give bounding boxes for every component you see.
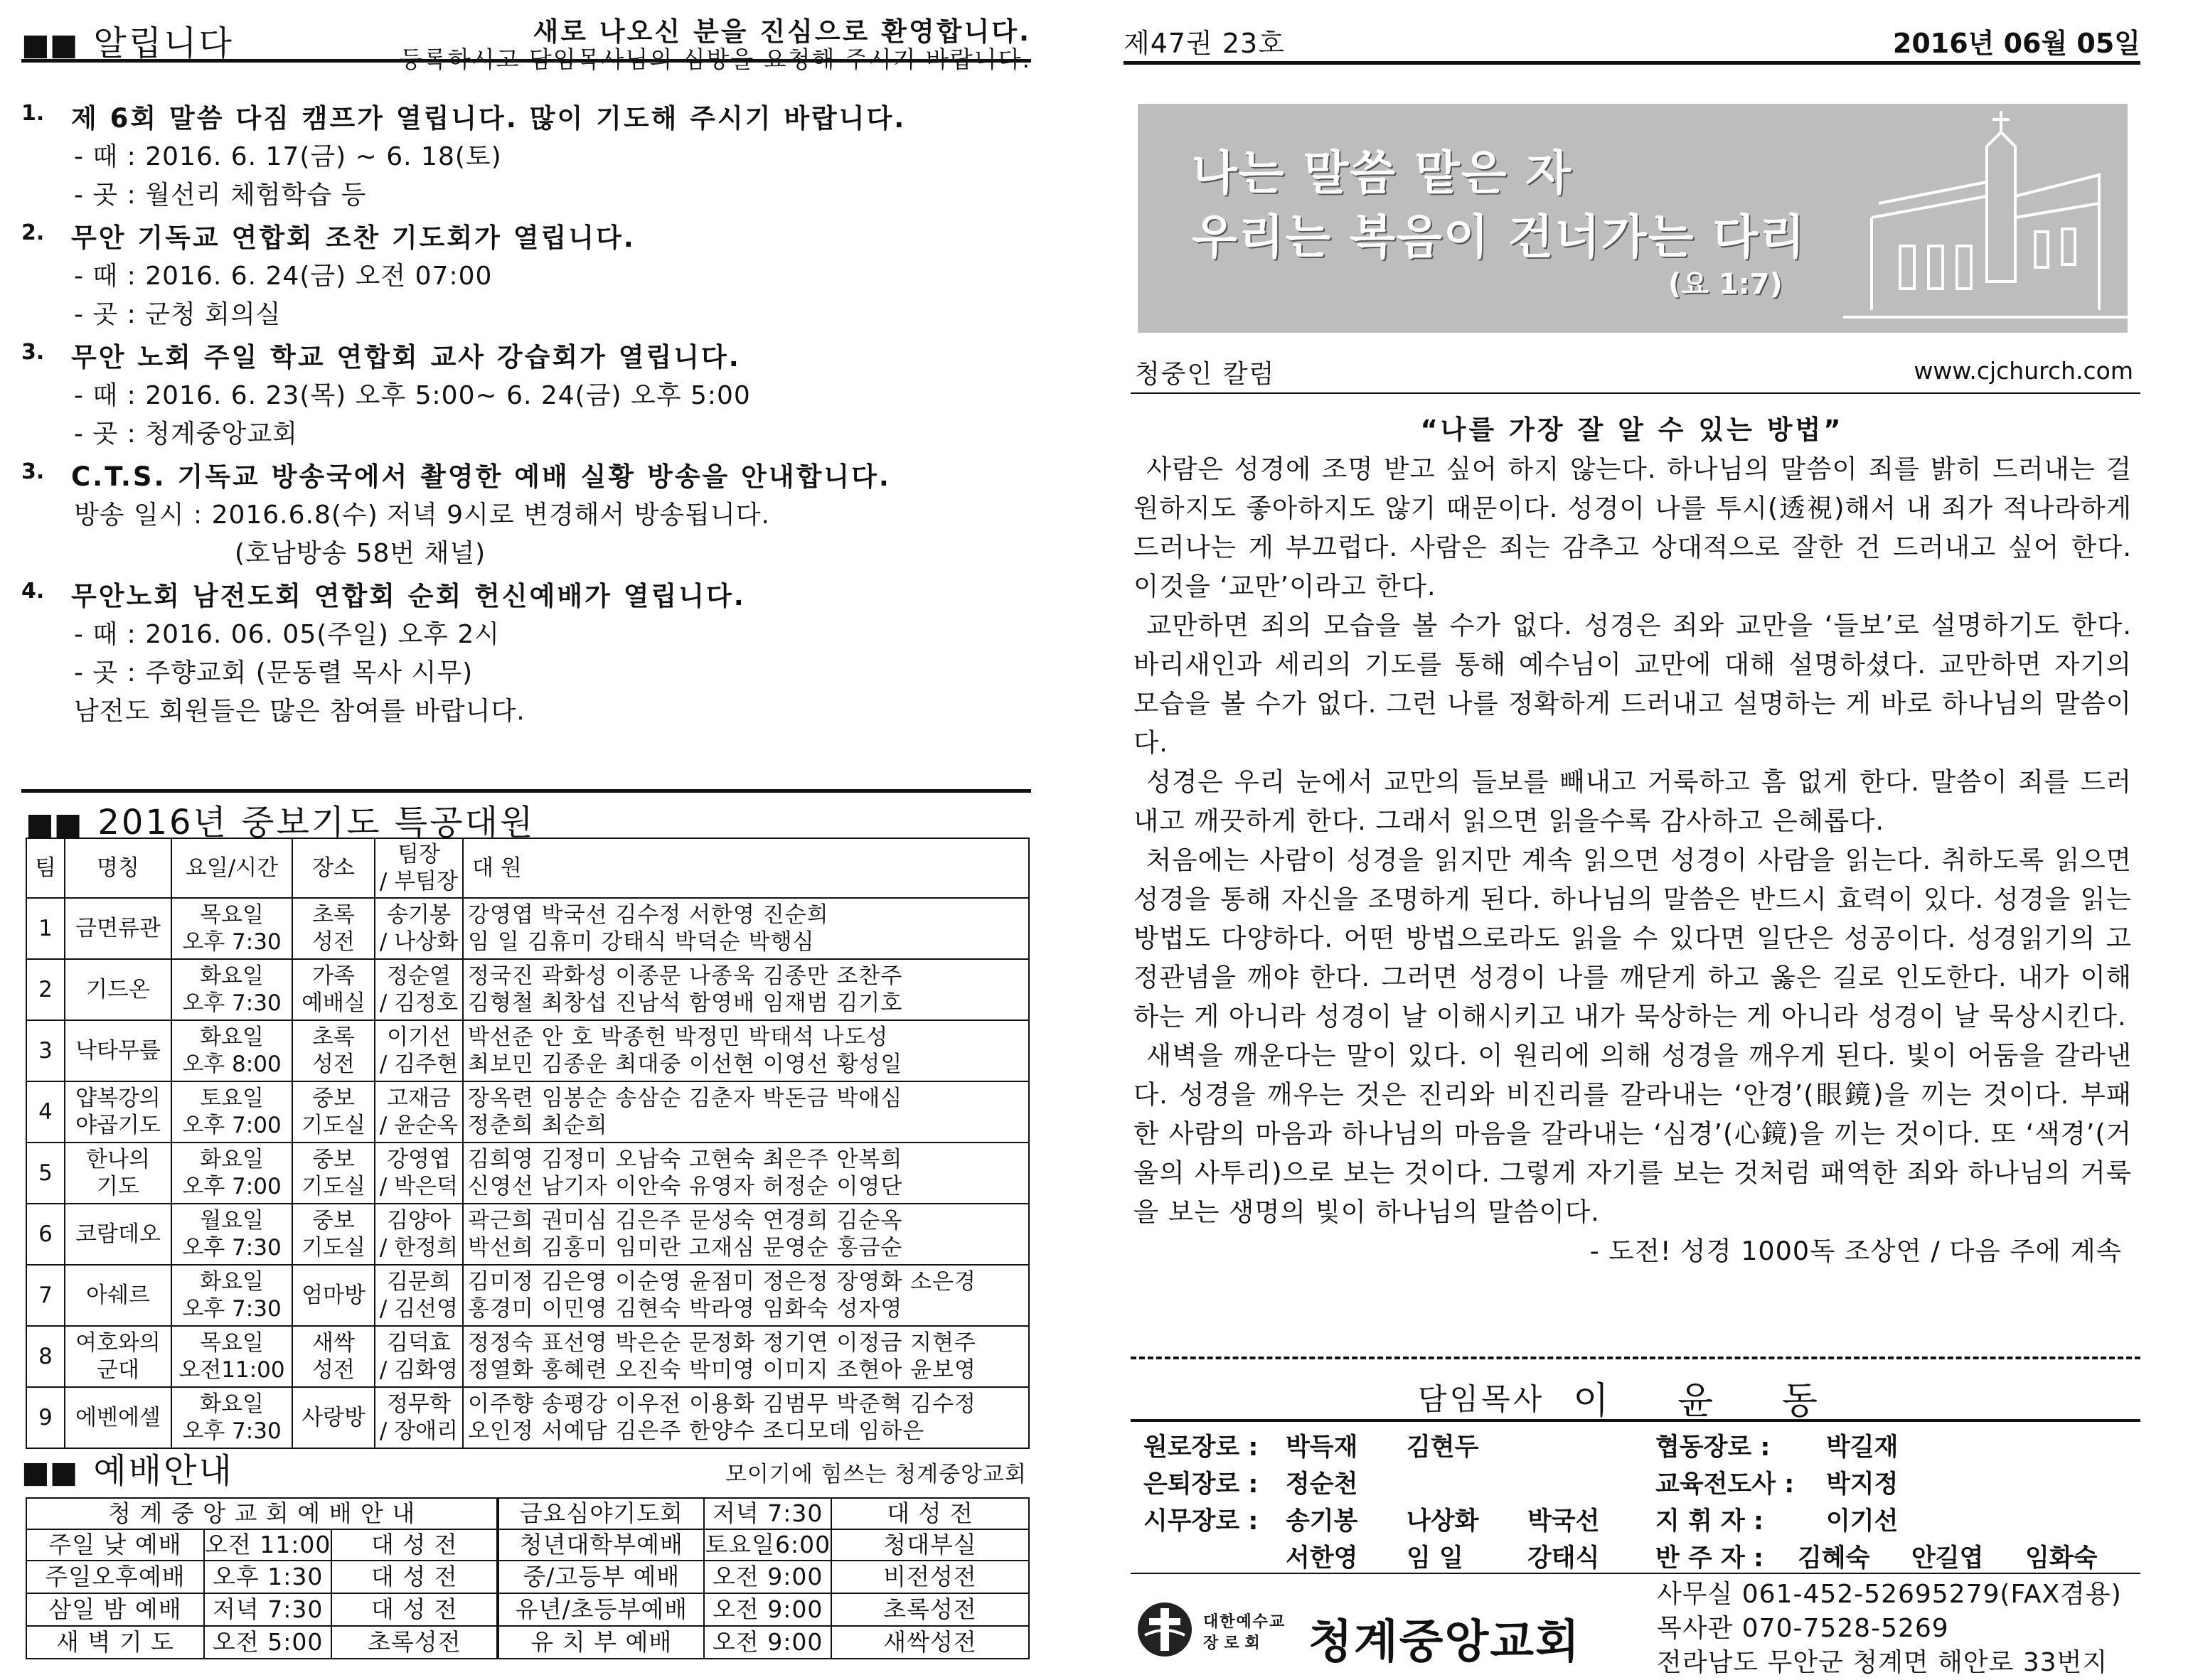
welcome-line-1: 새로 나오신 분을 진심으로 환영합니다.	[533, 16, 1031, 47]
cell-line: 에벤에셀	[75, 1405, 161, 1430]
col-header-leader	[375, 838, 463, 898]
banner-line-2: 우리는 복음이 건너가는 다리	[1192, 210, 1807, 264]
elder-name: 강태식	[1527, 1544, 1600, 1573]
team-members-cell	[463, 1387, 1029, 1448]
office-phone: 사무실 061-452-52695279(FAX겸용)	[1657, 1580, 2122, 1609]
worship-schedule-table	[26, 1497, 1030, 1659]
column-paragraph: 교만하면 죄의 모습을 볼 수가 없다. 성경은 죄와 교만을 ‘들보’로 설명하기도 한다. 바리새인과 세리의 기도를 통해 예수님이 교만에 대해 설명하셨다. 교만하면 자기의 모습을 볼 수가 없다. 그런 나를 정확하게 드러내고 설명하는 게 바로 하나님의 말씀이다.	[1133, 610, 2132, 758]
cell-line: 박선희 김홍미 임미란 고재심 문영순 홍금순	[468, 1235, 903, 1261]
staff-row-edu	[1655, 1466, 1898, 1503]
notice-title-text: 알립니다	[93, 23, 234, 63]
section-marker-icon: ■■	[26, 806, 82, 841]
church-emblem-icon	[1135, 1600, 1195, 1659]
table-row	[26, 1593, 1029, 1626]
notice-number: 4.	[21, 579, 45, 604]
worship-cell: 저녁 7:30	[204, 1593, 331, 1626]
team-name-cell	[65, 1081, 171, 1143]
cell-line: 정무학	[387, 1391, 451, 1417]
team-place-cell	[292, 1204, 375, 1265]
worship-cell: 오후 1:30	[204, 1561, 331, 1593]
team-leader-cell	[375, 1204, 463, 1265]
notice-number: 3.	[21, 459, 45, 484]
issue-date: 2016년 06월 05일	[1892, 28, 2140, 59]
divider	[1131, 1419, 2140, 1422]
cell-line: 기드온	[86, 977, 150, 1002]
divider	[1131, 1357, 2140, 1359]
cell-line: 얍복강의	[75, 1086, 161, 1111]
team-name-cell	[65, 1387, 171, 1448]
elder-row-honorary	[1143, 1429, 1527, 1466]
cell-line: 기도실	[302, 1235, 366, 1261]
cell-line: 아쉐르	[86, 1283, 150, 1308]
cell-line: 월요일	[200, 1208, 264, 1234]
cell-line: 중보	[312, 1147, 355, 1172]
staff-name: 이기선	[1826, 1507, 1899, 1536]
staff-name: 박지정	[1826, 1470, 1899, 1499]
section-marker-icon: ■■	[21, 1455, 78, 1489]
worship-cell: 오전 9:00	[704, 1626, 831, 1659]
cell-line: / 한정희	[379, 1235, 459, 1261]
cell-line: 기도	[97, 1174, 139, 1199]
cell-line: 송기봉	[387, 902, 451, 928]
team-members-cell	[463, 1081, 1029, 1143]
cell-line: / 박은덕	[379, 1174, 459, 1199]
worship-cell: 새 벽 기 도	[26, 1626, 204, 1659]
staff-name: 임화숙	[2025, 1544, 2098, 1573]
team-leader-cell	[375, 1020, 463, 1081]
prayer-team-table	[26, 838, 1030, 1449]
worship-cell: 대 성 전	[331, 1593, 498, 1626]
team-time-cell	[171, 1081, 292, 1143]
worship-cell: 주일오후예배	[26, 1561, 204, 1593]
left-column	[21, 0, 1031, 1680]
worship-cell: 주일 낮 예배	[26, 1529, 204, 1561]
cell-line: 성전	[312, 929, 355, 955]
cell-line: 강영엽 박국선 김수정 서한영 진순희	[468, 902, 829, 928]
notice-item	[21, 219, 1031, 334]
column-body	[1133, 449, 2132, 1270]
church-website: www.cjchurch.com	[1914, 357, 2133, 385]
elder-name: 송기봉	[1286, 1507, 1358, 1536]
team-place-cell	[292, 1081, 375, 1143]
cell-line: 오인정 서예담 김은주 한양수 조디모데 임하은	[468, 1418, 925, 1444]
worship-cell: 비전성전	[831, 1561, 1029, 1593]
column-paragraph: 처음에는 사람이 성경을 읽지만 계속 읽으면 성경이 사람을 읽는다. 취하도록 읽으면 성경을 통해 자신을 조명하게 된다. 하나님의 말씀은 반드시 효력이 있다. 성경을 읽는 방법도 다양하다. 어떤 방법으로라도 읽을 수 있다면 일단은 성공이다. 성경읽기의 고정관념을 깨야 한다. 그러면 성경이 나를 깨닫게 하고 옳은 길로 인도한다. 내가 이해하는 게 아니라 성경이 날 이해시키고 내가 묵상하는 게 아니라 성경이 날 묵상시킨다.	[1133, 845, 2132, 1032]
team-members-cell	[463, 1204, 1029, 1265]
team-name-cell	[65, 1204, 171, 1265]
worship-cell: 대 성 전	[331, 1561, 498, 1593]
team-time-cell	[171, 1326, 292, 1387]
notice-item	[21, 577, 1031, 731]
team-place-cell	[292, 898, 375, 959]
banner-reference: (요 1:7)	[1668, 268, 1783, 301]
worship-cell: 새싹성전	[831, 1626, 1029, 1659]
cell-line: 최보민 김종운 최대중 이선현 이영선 황성일	[468, 1052, 903, 1077]
team-leader-cell	[375, 1387, 463, 1448]
team-time-cell	[171, 959, 292, 1020]
team-members-cell	[463, 898, 1029, 959]
worship-cell: 오전 9:00	[704, 1593, 831, 1626]
team-place-cell	[292, 1143, 375, 1204]
worship-cell: 초록성전	[331, 1626, 498, 1659]
notice-item-title: 제 6회 말씀 다짐 캠프가 열립니다. 많이 기도해 주시기 바랍니다.	[71, 103, 907, 134]
notice-number: 1.	[21, 101, 45, 126]
cell-line: 목요일	[200, 902, 264, 928]
team-number-cell: 5	[26, 1143, 65, 1204]
cell-line: / 장애리	[379, 1418, 459, 1444]
team-members-cell	[463, 1326, 1029, 1387]
elder-name: 서한영	[1286, 1544, 1358, 1573]
issue-number: 제47권 23호	[1124, 28, 1285, 59]
worship-cell: 토요일6:00	[704, 1529, 831, 1561]
cell-line: 기도실	[302, 1174, 366, 1199]
team-place-cell	[292, 1387, 375, 1448]
cell-line: 한나의	[86, 1147, 150, 1172]
team-name-cell	[65, 1326, 171, 1387]
worship-cell: 중/고등부 예배	[498, 1561, 704, 1593]
worship-cell: 오전 5:00	[204, 1626, 331, 1659]
col-header-time: 요일/시간	[171, 838, 292, 898]
worship-cell: 대 성 전	[331, 1529, 498, 1561]
cell-line: 홍경미 이민영 김현숙 박라영 임화숙 성자영	[468, 1296, 903, 1322]
notice-item-title: 무안 기독교 연합회 조찬 기도회가 열립니다.	[71, 223, 636, 253]
column-title: “나를 가장 잘 알 수 있는 방법”	[1420, 414, 1844, 445]
cell-line: 성전	[312, 1357, 355, 1383]
table-row	[26, 1081, 1029, 1143]
cell-line: 화요일	[200, 1269, 264, 1295]
cell-line: 장옥련 임봉순 송삼순 김춘자 박돈금 박애심	[468, 1086, 903, 1111]
team-leader-cell	[375, 959, 463, 1020]
notice-detail: 남전도 회원들은 많은 참여를 바랍니다.	[74, 697, 525, 726]
theme-banner	[1138, 104, 2128, 333]
column-paragraph: 사람은 성경에 조명 받고 싶어 하지 않는다. 하나님의 말씀이 죄를 밝히 드러내는 걸 원하지도 좋아하지도 않기 때문이다. 성경이 나를 투시(透視)해서 내 죄가 적나라하게 드러나는 게 부끄럽다. 사람은 죄는 감추고 상대적으로 잘한 건 드러내고 싶어 한다. 이것을 ‘교만’이라고 한다.	[1133, 454, 2132, 601]
elder-name: 박국선	[1527, 1507, 1600, 1536]
table-row	[26, 959, 1029, 1020]
column-signature: - 도전! 성경 1000독 조상연 / 다음 주에 계속	[1589, 1236, 2122, 1266]
team-place-cell	[292, 1265, 375, 1326]
notice-list	[21, 100, 1031, 735]
worship-cell: 청년대학부예배	[498, 1529, 704, 1561]
cell-line: / 나상화	[379, 929, 459, 955]
team-members-cell	[463, 1020, 1029, 1081]
cell-line: 금면류관	[75, 916, 161, 941]
welcome-line-2: 등록하시고 담임목사님의 심방을 요청해 주시기 바랍니다.	[399, 46, 1031, 73]
team-number-cell: 4	[26, 1081, 65, 1143]
cell-line: / 김선영	[379, 1296, 459, 1322]
elder-row-retired	[1143, 1466, 1407, 1503]
team-time-cell	[171, 1143, 292, 1204]
cell-line: 여호와의	[75, 1330, 161, 1356]
pastor-name: 이 윤 동	[1573, 1380, 1847, 1423]
cell-line: 오후 7:00	[182, 1174, 282, 1199]
denomination-line-1: 대한예수교	[1203, 1613, 1286, 1631]
worship-cell: 금요심야기도회	[498, 1498, 704, 1529]
notice-detail: (호남방송 58번 채널)	[235, 539, 486, 568]
cell-line: 오후 7:30	[182, 990, 282, 1016]
cell-line: 야곱기도	[75, 1113, 161, 1138]
cell-line: 김덕효	[387, 1330, 451, 1356]
prayer-title-text: 2016년 중보기도 특공대원	[97, 803, 535, 842]
notice-detail: - 곳 : 월선리 체험학습 등	[74, 181, 367, 210]
team-name-cell	[65, 1143, 171, 1204]
elder-row-coop	[1655, 1429, 1898, 1466]
header-line: 팀장	[397, 842, 440, 867]
divider	[1124, 61, 2140, 65]
table-header-row	[26, 1498, 1029, 1529]
elder-label: 시무장로 :	[1143, 1507, 1259, 1536]
team-time-cell	[171, 1204, 292, 1265]
team-time-cell	[171, 1265, 292, 1326]
cell-line: 화요일	[200, 1024, 264, 1050]
team-leader-cell	[375, 1081, 463, 1143]
team-time-cell	[171, 1387, 292, 1448]
team-place-cell	[292, 959, 375, 1020]
table-row	[26, 1561, 1029, 1593]
cell-line: 박선준 안 호 박종헌 박정민 박태석 나도성	[468, 1024, 889, 1050]
cell-line: 예배실	[302, 990, 366, 1016]
notice-number: 3.	[21, 340, 45, 365]
cell-line: / 윤순옥	[379, 1113, 459, 1138]
elder-name: 김현두	[1407, 1433, 1479, 1462]
notice-detail: 방송 일시 : 2016.6.8(수) 저녁 9시로 변경해서 방송됩니다.	[74, 501, 770, 530]
notice-item	[21, 100, 1031, 215]
notice-item-title: 무안 노회 주일 학교 연합회 교사 강습회가 열립니다.	[71, 342, 741, 373]
manse-phone: 목사관 070-7528-5269	[1657, 1614, 1949, 1643]
church-address: 전라남도 무안군 청계면 해안로 33번지	[1657, 1648, 2108, 1677]
table-row	[26, 1326, 1029, 1387]
notice-item-title: C.T.S. 기독교 방송국에서 촬영한 예배 실황 방송을 안내합니다.	[71, 461, 891, 492]
worship-title	[21, 1443, 234, 1492]
cell-line: 가족	[312, 963, 355, 989]
notice-detail: - 곳 : 청계중앙교회	[74, 419, 298, 449]
table-row	[26, 1387, 1029, 1448]
notice-header	[21, 13, 1031, 73]
table-row	[26, 1529, 1029, 1561]
table-row	[26, 1626, 1029, 1659]
team-name-cell	[65, 898, 171, 959]
team-place-cell	[292, 1326, 375, 1387]
worship-cell: 대 성 전	[831, 1498, 1029, 1529]
worship-left-header: 청 계 중 앙 교 회 예 배 안 내	[26, 1498, 498, 1529]
cell-line: 오전11:00	[178, 1357, 285, 1383]
cell-line: 초록	[312, 1024, 355, 1050]
staff-label: 반 주 자 :	[1655, 1544, 1764, 1573]
notice-item	[21, 458, 1031, 573]
cell-line: 정춘희 최순희	[468, 1113, 608, 1138]
notice-item-title: 무안노회 남전도회 연합회 순회 헌신예배가 열립니다.	[71, 581, 746, 611]
cell-line: 김형철 최창섭 진남석 함영배 임재범 김기호	[468, 990, 903, 1016]
table-row	[26, 1204, 1029, 1265]
header-line: / 부팀장	[379, 869, 459, 894]
notice-detail: - 곳 : 군청 회의실	[74, 300, 282, 329]
worship-cell: 저녁 7:30	[704, 1498, 831, 1529]
elder-row-serving-2	[1286, 1540, 1634, 1577]
cell-line: / 김주현	[379, 1052, 459, 1077]
notice-detail: - 때 : 2016. 6. 24(금) 오전 07:00	[74, 262, 493, 291]
worship-cell: 유년/초등부예배	[498, 1593, 704, 1626]
table-row	[26, 1265, 1029, 1326]
table-header-row	[26, 838, 1029, 898]
team-members-cell	[463, 959, 1029, 1020]
cell-line: 목요일	[200, 1330, 264, 1356]
cell-line: 정순열	[387, 963, 451, 989]
column-paragraph: 성경은 우리 눈에서 교만의 들보를 빼내고 거룩하고 흠 없게 한다. 말씀이 죄를 드러내고 깨끗하게 한다. 그래서 읽으면 읽을수록 감사하고 은혜롭다.	[1133, 766, 2132, 836]
cell-line: 고재금	[387, 1086, 451, 1111]
staff-name: 안길엽	[1911, 1544, 1984, 1573]
elder-name: 나상화	[1407, 1507, 1479, 1536]
team-number-cell: 2	[26, 959, 65, 1020]
elder-name: 박득재	[1286, 1433, 1358, 1462]
elder-label: 협동장로 :	[1655, 1433, 1771, 1462]
cell-line: 이주향 송평강 이우전 이용화 김범무 박준혁 김수정	[468, 1391, 976, 1417]
cell-line: 오후 7:30	[182, 1418, 282, 1444]
worship-cell: 오전 9:00	[704, 1561, 831, 1593]
church-building-icon	[1800, 104, 2128, 333]
cell-line: / 김화영	[379, 1357, 459, 1383]
col-header-place: 장소	[292, 838, 375, 898]
divider	[21, 789, 1031, 793]
cell-line: 중보	[312, 1208, 355, 1234]
column-label: 청중인 칼럼	[1135, 360, 1276, 389]
team-number-cell: 8	[26, 1326, 65, 1387]
denomination-line-2: 장로회	[1203, 1634, 1266, 1652]
notice-detail: - 때 : 2016. 6. 23(목) 오후 5:00~ 6. 24(금) 오후 5:00	[74, 381, 751, 410]
cell-line: 낙타무릎	[75, 1038, 161, 1064]
staff-name: 김혜숙	[1798, 1544, 1870, 1573]
notice-detail: - 때 : 2016. 06. 05(주일) 오후 2시	[74, 620, 500, 649]
col-header-members: 대 원	[463, 838, 1029, 898]
cell-line: 화요일	[200, 1147, 264, 1172]
pastor-label: 담임목사	[1417, 1381, 1545, 1417]
elder-row-serving	[1143, 1503, 1634, 1540]
cell-line: 김문희	[387, 1269, 451, 1295]
cell-line: 신영선 남기자 이안숙 유영자 허정순 이영단	[468, 1174, 903, 1199]
team-number-cell: 1	[26, 898, 65, 959]
cell-line: 코람데오	[75, 1221, 161, 1247]
team-leader-cell	[375, 1326, 463, 1387]
cell-line: 사랑방	[302, 1405, 366, 1430]
notice-detail: - 때 : 2016. 6. 17(금) ~ 6. 18(토)	[74, 142, 502, 171]
notice-item	[21, 338, 1031, 454]
table-row	[26, 898, 1029, 959]
team-name-cell	[65, 1265, 171, 1326]
cell-line: 오후 7:30	[182, 1296, 282, 1322]
worship-cell: 초록성전	[831, 1593, 1029, 1626]
worship-cell: 청대부실	[831, 1529, 1029, 1561]
cell-line: 토요일	[200, 1086, 264, 1111]
elder-label: 원로장로 :	[1143, 1433, 1259, 1462]
team-members-cell	[463, 1265, 1029, 1326]
team-place-cell	[292, 1020, 375, 1081]
cell-line: 김미정 김은영 이순영 윤점미 정은정 장영화 소은경	[468, 1269, 976, 1295]
worship-cell: 유 치 부 예배	[498, 1626, 704, 1659]
right-column	[1124, 0, 2140, 1680]
cell-line: / 김정호	[379, 990, 459, 1016]
elder-name: 박길재	[1826, 1433, 1899, 1462]
team-members-cell	[463, 1143, 1029, 1204]
team-name-cell	[65, 959, 171, 1020]
team-leader-cell	[375, 1143, 463, 1204]
notice-number: 2.	[21, 220, 45, 245]
cell-line: 오후 7:00	[182, 1113, 282, 1138]
col-header-name: 명칭	[65, 838, 171, 898]
cell-line: 오후 7:30	[182, 1235, 282, 1261]
cell-line: 김양아	[387, 1208, 451, 1234]
staff-row-accompanist	[1655, 1540, 2097, 1577]
elder-name: 임 일	[1407, 1544, 1463, 1573]
cell-line: 화요일	[200, 963, 264, 989]
cell-line: 오후 7:30	[182, 929, 282, 955]
prayer-title	[26, 795, 535, 844]
team-time-cell	[171, 1020, 292, 1081]
cell-line: 오후 8:00	[182, 1052, 282, 1077]
notice-detail: - 곳 : 주향교회 (문동렬 목사 시무)	[74, 658, 474, 687]
worship-cell: 오전 11:00	[204, 1529, 331, 1561]
church-name: 청계중앙교회	[1308, 1616, 1581, 1669]
team-leader-cell	[375, 1265, 463, 1326]
worship-subtitle: 모이기에 힘쓰는 청계중앙교회	[725, 1462, 1027, 1487]
team-leader-cell	[375, 898, 463, 959]
cell-line: 정정숙 표선영 박은순 문정화 정기연 이정금 지현주	[468, 1330, 976, 1356]
team-time-cell	[171, 898, 292, 959]
divider	[1131, 392, 2140, 394]
cell-line: 엄마방	[302, 1283, 366, 1308]
elder-name: 정순천	[1286, 1470, 1358, 1499]
cell-line: 성전	[312, 1052, 355, 1077]
cell-line: 새싹	[312, 1330, 355, 1356]
cell-line: 중보	[312, 1086, 355, 1111]
team-number-cell: 6	[26, 1204, 65, 1265]
staff-label: 교육전도사 :	[1655, 1470, 1795, 1499]
table-row	[26, 1020, 1029, 1081]
church-logo	[1135, 1597, 1590, 1669]
cell-line: 강영엽	[387, 1147, 451, 1172]
banner-line-1: 나는 말씀 맡은 자	[1192, 146, 1573, 200]
cell-line: 기도실	[302, 1113, 366, 1138]
team-number-cell: 3	[26, 1020, 65, 1081]
table-row	[26, 1143, 1029, 1204]
staff-row-director	[1655, 1503, 1898, 1540]
col-header-team: 팀	[26, 838, 65, 898]
elder-label: 은퇴장로 :	[1143, 1470, 1259, 1499]
worship-cell: 삼일 밤 예배	[26, 1593, 204, 1626]
team-number-cell: 9	[26, 1387, 65, 1448]
worship-title-text: 예배안내	[93, 1451, 234, 1491]
cell-line: 군대	[97, 1357, 139, 1383]
cell-line: 임 일 김휴미 강태식 박덕순 박행심	[468, 929, 815, 955]
staff-label: 지 휘 자 :	[1655, 1507, 1764, 1536]
notice-title	[21, 16, 234, 65]
team-name-cell	[65, 1020, 171, 1081]
cell-line: 정국진 곽화성 이종문 나종욱 김종만 조찬주	[468, 963, 903, 989]
cell-line: 초록	[312, 902, 355, 928]
cell-line: 곽근희 권미심 김은주 문성숙 연경희 김순옥	[468, 1208, 903, 1234]
cell-line: 김희영 김정미 오남숙 고현숙 최은주 안복희	[468, 1147, 903, 1172]
senior-pastor	[1124, 1371, 2140, 1424]
team-number-cell: 7	[26, 1265, 65, 1326]
cell-line: 이기선	[387, 1024, 451, 1050]
cell-line: 화요일	[200, 1391, 264, 1417]
section-marker-icon: ■■	[21, 27, 78, 62]
column-paragraph: 새벽을 깨운다는 말이 있다. 이 원리에 의해 성경을 깨우게 된다. 빛이 어둠을 갈라낸다. 성경을 깨우는 것은 진리와 비진리를 갈라내는 ‘안경’(眼鏡)을 끼는 것이다. 부패한 사람의 마음과 하나님의 마음을 갈라내는 ‘심경’(心鏡)을 끼는 것이다. 또 ‘색경’(거울의 사투리)으로 보는 것이다. 그렇게 자기를 보는 것처럼 패역한 죄와 하나님의 거룩을 보는 생명의 빛이 하나님의 말씀이다.	[1133, 1040, 2132, 1227]
cell-line: 정열화 홍혜련 오진숙 박미영 이미지 조현아 윤보영	[468, 1357, 976, 1383]
